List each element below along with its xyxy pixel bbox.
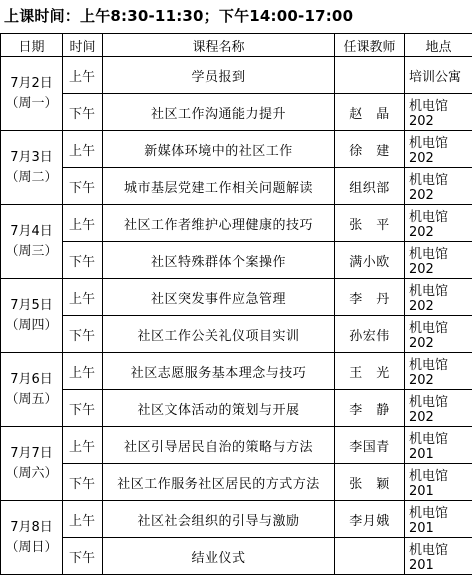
- session-time: 上午: [63, 131, 103, 168]
- table-row: [1, 427, 472, 464]
- weekday-label: （周六）: [5, 465, 58, 481]
- date-cell: [1, 501, 63, 575]
- date-label: 7月4日: [10, 223, 53, 239]
- header-teacher: 任课教师: [335, 34, 405, 57]
- location: 机电馆202: [405, 279, 472, 316]
- course-name: 社区文体活动的策划与开展: [103, 390, 335, 427]
- location: 机电馆202: [405, 205, 472, 242]
- schedule-body: [1, 57, 472, 575]
- date-label: 7月3日: [10, 149, 53, 165]
- course-name: 社区突发事件应急管理: [103, 279, 335, 316]
- teacher-name: 徐 建: [335, 131, 405, 168]
- date-cell: [1, 131, 63, 205]
- table-row: [1, 168, 472, 205]
- teacher-name: 组织部: [335, 168, 405, 205]
- session-time: 下午: [63, 94, 103, 131]
- location: 机电馆202: [405, 353, 472, 390]
- teacher-name: [335, 538, 405, 575]
- course-name: 结业仪式: [103, 538, 335, 575]
- table-row: [1, 131, 472, 168]
- session-time: 下午: [63, 242, 103, 279]
- date-label: 7月2日: [10, 75, 53, 91]
- course-name: 城市基层党建工作相关问题解读: [103, 168, 335, 205]
- date-cell: [1, 57, 63, 131]
- location: 机电馆202: [405, 168, 472, 205]
- teacher-name: 赵 晶: [335, 94, 405, 131]
- course-name: 社区志愿服务基本理念与技巧: [103, 353, 335, 390]
- date-cell: [1, 427, 63, 501]
- teacher-name: 孙宏伟: [335, 316, 405, 353]
- course-name: 学员报到: [103, 57, 335, 94]
- course-name: 社区工作服务社区居民的方式方法: [103, 464, 335, 501]
- location: 机电馆202: [405, 94, 472, 131]
- date-label: 7月7日: [10, 445, 53, 461]
- table-row: [1, 390, 472, 427]
- teacher-name: [335, 57, 405, 94]
- table-row: [1, 279, 472, 316]
- location: 机电馆202: [405, 390, 472, 427]
- table-row: [1, 353, 472, 390]
- table-row: [1, 464, 472, 501]
- session-time: 上午: [63, 353, 103, 390]
- weekday-label: （周五）: [5, 391, 58, 407]
- course-name: 社区工作者维护心理健康的技巧: [103, 205, 335, 242]
- location: 机电馆202: [405, 316, 472, 353]
- session-time: 上午: [63, 501, 103, 538]
- course-name: 社区社会组织的引导与激励: [103, 501, 335, 538]
- teacher-name: 李 静: [335, 390, 405, 427]
- teacher-name: 李国青: [335, 427, 405, 464]
- course-name: 社区特殊群体个案操作: [103, 242, 335, 279]
- table-row: [1, 205, 472, 242]
- location: 机电馆202: [405, 131, 472, 168]
- course-name: 社区工作公关礼仪项目实训: [103, 316, 335, 353]
- teacher-name: 李月娥: [335, 501, 405, 538]
- location: 机电馆202: [405, 242, 472, 279]
- session-time: 上午: [63, 279, 103, 316]
- table-row: [1, 94, 472, 131]
- date-cell: [1, 205, 63, 279]
- date-label: 7月8日: [10, 519, 53, 535]
- table-row: [1, 57, 472, 94]
- date-cell: [1, 353, 63, 427]
- session-time: 下午: [63, 390, 103, 427]
- course-name: 社区引导居民自治的策略与方法: [103, 427, 335, 464]
- table-row: [1, 501, 472, 538]
- location: 机电馆201: [405, 464, 472, 501]
- teacher-name: 满小欧: [335, 242, 405, 279]
- schedule-table: [0, 33, 472, 575]
- teacher-name: 李 丹: [335, 279, 405, 316]
- session-time: 上午: [63, 205, 103, 242]
- course-name: 新媒体环境中的社区工作: [103, 131, 335, 168]
- date-label: 7月5日: [10, 297, 53, 313]
- table-row: [1, 242, 472, 279]
- header-time: 时间: [63, 34, 103, 57]
- teacher-name: 张 平: [335, 205, 405, 242]
- location: 机电馆201: [405, 427, 472, 464]
- session-time: 下午: [63, 538, 103, 575]
- session-time: 下午: [63, 464, 103, 501]
- session-time: 上午: [63, 427, 103, 464]
- header-course: 课程名称: [103, 34, 335, 57]
- date-label: 7月6日: [10, 371, 53, 387]
- teacher-name: 王 光: [335, 353, 405, 390]
- header-location: 地点: [405, 34, 472, 57]
- header-date: 日期: [1, 34, 63, 57]
- session-time: 下午: [63, 168, 103, 205]
- teacher-name: 张 颖: [335, 464, 405, 501]
- weekday-label: （周四）: [5, 317, 58, 333]
- table-row: [1, 316, 472, 353]
- date-cell: [1, 279, 63, 353]
- table-row: [1, 538, 472, 575]
- header-row: [1, 34, 472, 57]
- session-time: 下午: [63, 316, 103, 353]
- weekday-label: （周一）: [5, 95, 58, 111]
- schedule-title: 上课时间：上午8:30-11:30；下午14:00-17:00: [4, 7, 354, 25]
- weekday-label: （周日）: [5, 539, 58, 555]
- weekday-label: （周三）: [5, 243, 58, 259]
- location: 机电馆201: [405, 501, 472, 538]
- location: 机电馆201: [405, 538, 472, 575]
- weekday-label: （周二）: [5, 169, 58, 185]
- session-time: 上午: [63, 57, 103, 94]
- course-name: 社区工作沟通能力提升: [103, 94, 335, 131]
- location: 培训公寓: [405, 57, 472, 94]
